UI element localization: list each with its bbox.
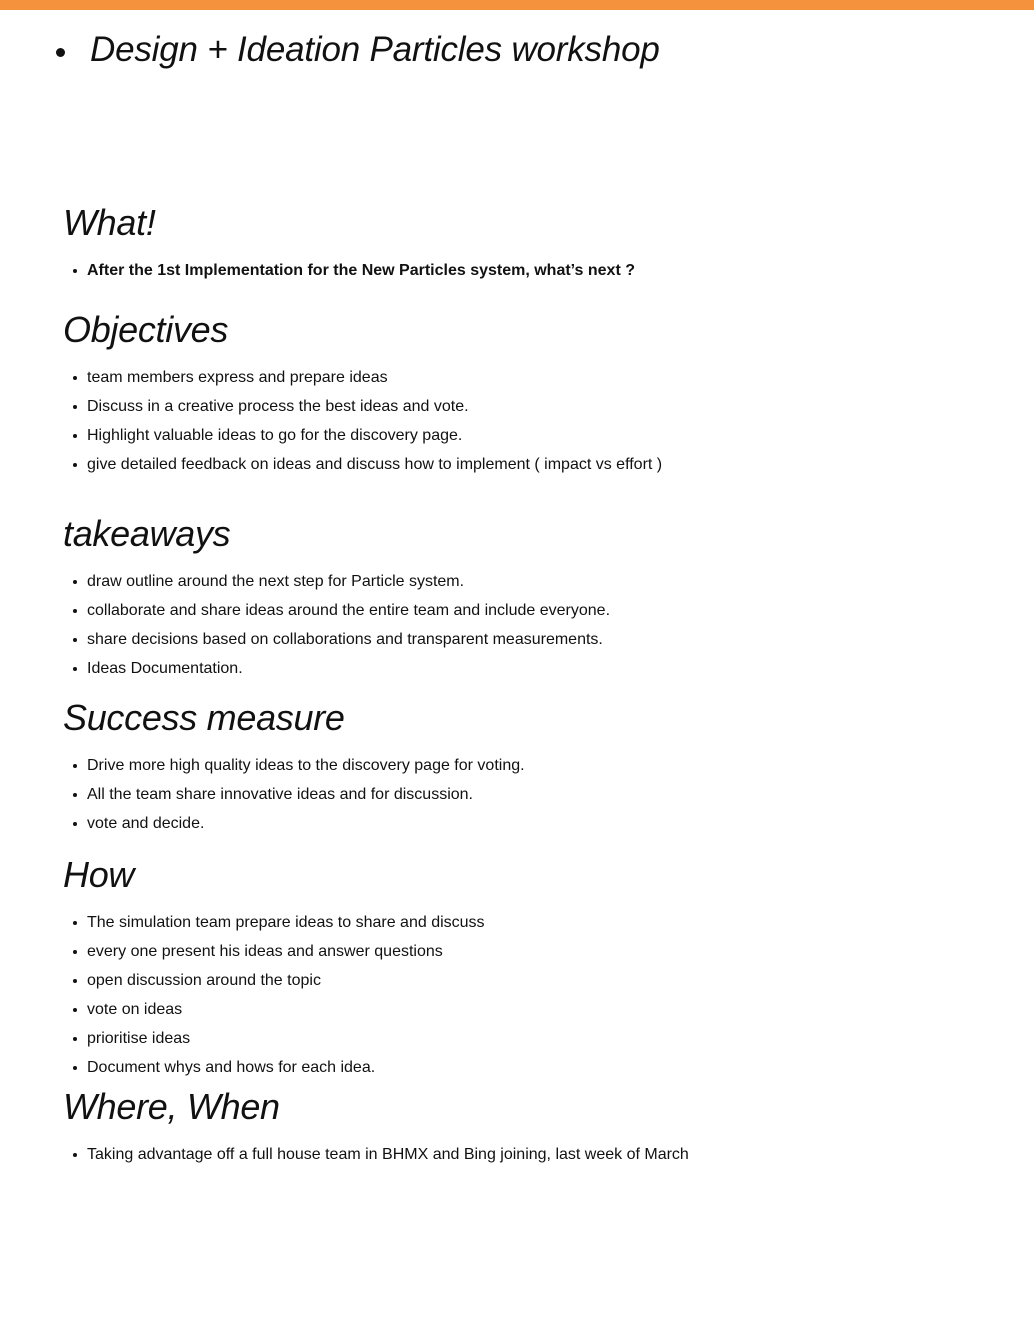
document-title-row xyxy=(56,28,660,72)
bullet-icon xyxy=(73,405,77,409)
section-where-when xyxy=(63,1085,689,1169)
bullet-icon xyxy=(73,463,77,467)
section-success-measure xyxy=(63,696,525,838)
bullet-icon xyxy=(73,921,77,925)
section-takeaways xyxy=(63,512,610,683)
bullet-icon xyxy=(73,1066,77,1070)
bullet-icon xyxy=(73,950,77,954)
section-heading: takeaways xyxy=(63,513,231,554)
bullet-icon xyxy=(73,764,77,768)
bullet-icon xyxy=(73,638,77,642)
section-list xyxy=(63,567,610,683)
list-item: share decisions based on collaborations and transparent measurements. xyxy=(63,625,610,654)
bullet-icon xyxy=(73,609,77,613)
bullet-icon xyxy=(73,979,77,983)
section-heading: What! xyxy=(63,202,156,243)
accent-top-bar xyxy=(0,0,1034,10)
list-item: Taking advantage off a full house team in BHMX and Bing joining, last week of March xyxy=(63,1140,689,1169)
section-list xyxy=(63,256,635,285)
bullet-icon xyxy=(73,434,77,438)
list-item: collaborate and share ideas around the entire team and include everyone. xyxy=(63,596,610,625)
list-item: Drive more high quality ideas to the discovery page for voting. xyxy=(63,751,525,780)
section-how xyxy=(63,853,485,1082)
list-item: prioritise ideas xyxy=(63,1024,485,1053)
list-item: All the team share innovative ideas and for discussion. xyxy=(63,780,525,809)
section-heading: Objectives xyxy=(63,309,229,350)
list-item: After the 1st Implementation for the New Particles system, what’s next ? xyxy=(63,256,635,285)
list-item: The simulation team prepare ideas to share and discuss xyxy=(63,908,485,937)
bullet-icon xyxy=(56,48,65,57)
bullet-icon xyxy=(73,1008,77,1012)
list-item: Discuss in a creative process the best ideas and vote. xyxy=(63,392,662,421)
bullet-icon xyxy=(73,1037,77,1041)
list-item: team members express and prepare ideas xyxy=(63,363,662,392)
document-title: Design + Ideation Particles workshop xyxy=(90,30,660,69)
list-item: vote on ideas xyxy=(63,995,485,1024)
section-list xyxy=(63,1140,689,1169)
list-item: open discussion around the topic xyxy=(63,966,485,995)
list-item: Document whys and hows for each idea. xyxy=(63,1053,485,1082)
section-objectives xyxy=(63,308,662,479)
section-what xyxy=(63,201,635,285)
section-heading: Where, When xyxy=(63,1086,280,1127)
section-list xyxy=(63,908,485,1082)
bullet-icon xyxy=(73,822,77,826)
section-heading: Success measure xyxy=(63,697,345,738)
bullet-icon xyxy=(73,376,77,380)
list-item: give detailed feedback on ideas and discuss how to implement ( impact vs effort ) xyxy=(63,450,662,479)
bullet-icon xyxy=(73,1153,77,1157)
bullet-icon xyxy=(73,667,77,671)
section-list xyxy=(63,751,525,838)
bullet-icon xyxy=(73,269,77,273)
list-item: every one present his ideas and answer questions xyxy=(63,937,485,966)
bullet-icon xyxy=(73,793,77,797)
list-item: vote and decide. xyxy=(63,809,525,838)
list-item: draw outline around the next step for Particle system. xyxy=(63,567,610,596)
bullet-icon xyxy=(73,580,77,584)
list-item: Ideas Documentation. xyxy=(63,654,610,683)
list-item: Highlight valuable ideas to go for the discovery page. xyxy=(63,421,662,450)
section-list xyxy=(63,363,662,479)
section-heading: How xyxy=(63,854,135,895)
